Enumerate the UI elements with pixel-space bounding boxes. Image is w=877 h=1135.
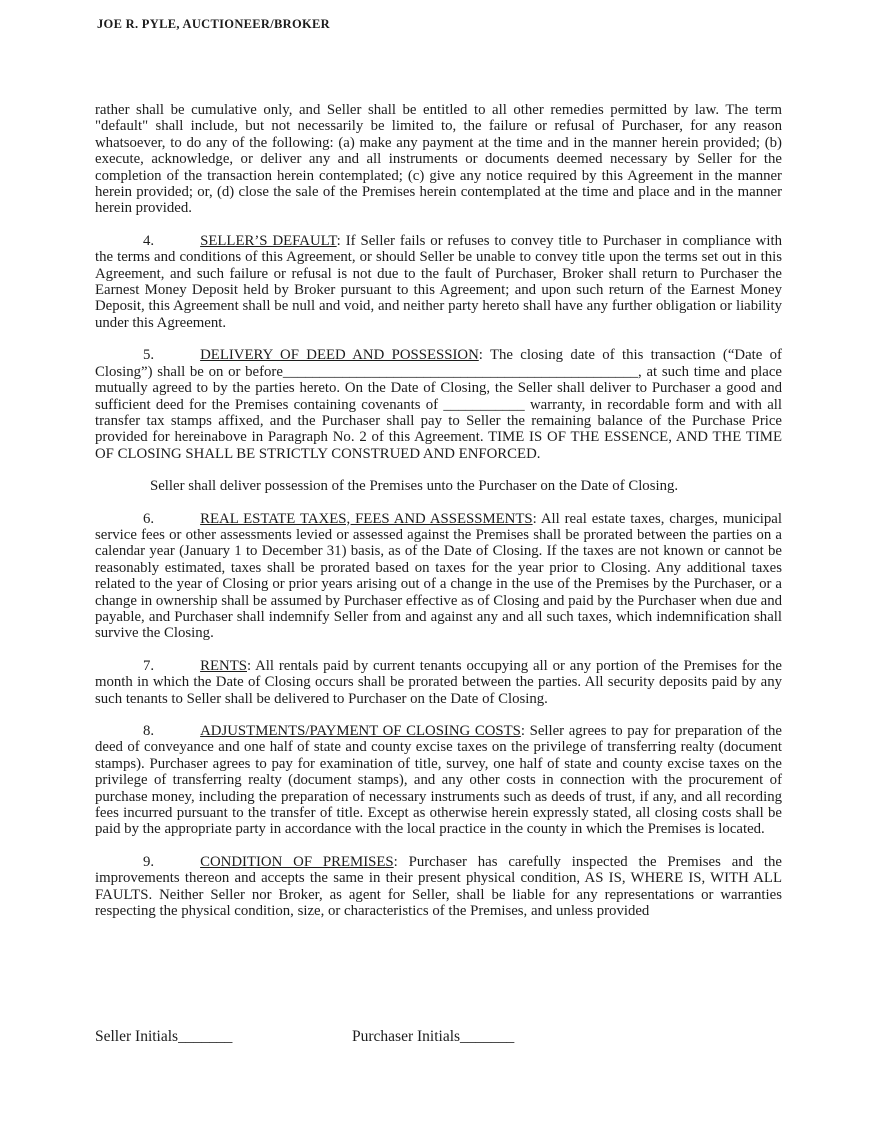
seller-initials-label: Seller Initials — [95, 1028, 179, 1045]
paragraph-heading: ADJUSTMENTS/PAYMENT OF CLOSING COSTS — [200, 723, 521, 739]
paragraph-body: : All rentals paid by current tenants occupying all or any portion of the Premises for the month in which the Date of Closing occurs shall be prorated between the parties. All security deposits paid by any such tenants to Seller shall be delivered to Purchaser on the Date of Closing. — [95, 657, 782, 707]
paragraph-heading: REAL ESTATE TAXES, FEES AND ASSESSMENTS — [200, 510, 533, 527]
purchaser-initials-label: Purchaser Initials — [352, 1028, 461, 1045]
paragraph-7-rents — [95, 658, 782, 707]
paragraph-number: 6. — [143, 510, 155, 527]
paragraph-heading: SELLER’S DEFAULT — [200, 232, 337, 249]
intro-paragraph — [95, 102, 782, 217]
paragraph-heading: DELIVERY OF DEED AND POSSESSION — [200, 347, 479, 364]
document-body — [95, 102, 782, 935]
paragraph-body: : Seller agrees to pay for preparation of the deed of conveyance and one half of state and county excise taxes on the privilege of transferring realty (document stamps). Purchaser agrees to pay for examination of title, survey, one half of state and county excise taxes on the privilege of transferring realty (document stamps), and any other costs in connection with the procurement of purchase money, including the preparation of necessary instruments such as deeds of trust, if any, and all recording fees incurred pursuant to the transfer of title. Except as otherwise herein expressly stated, all closing costs shall be paid by the appropriate party in accordance with the local practice in the county in which the Premises is located. — [95, 723, 782, 838]
paragraph-number: 4. — [143, 232, 155, 249]
paragraph-number: 5. — [143, 347, 155, 364]
paragraph-6-real-estate-taxes — [95, 511, 782, 642]
document-header: JOE R. PYLE, AUCTIONEER/BROKER — [97, 17, 330, 31]
purchaser-initials — [352, 1028, 514, 1046]
paragraph-9-condition-of-premises — [95, 854, 782, 920]
paragraph-heading: RENTS — [200, 657, 247, 674]
paragraph-number: 7. — [143, 657, 155, 674]
paragraph-4-sellers-default — [95, 233, 782, 331]
paragraph-heading: CONDITION OF PREMISES — [200, 853, 394, 870]
paragraph-body: : All real estate taxes, charges, municipal service fees or other assessments levied or assessed against the Premises shall be prorated between the parties on a calendar year (January 1 to December 31) basis, as of the Date of Closing. If the taxes are not known or cannot be reasonably estimated, taxes shall be prorated based on taxes for the year prior to Closing. Any additional taxes related to the year of Closing or prior years arising out of a change in the use of the Premises by the Purchaser, or a change in ownership shall be assumed by Purchaser effective as of Closing and paid by the Purchaser when due and payable, and Purchaser shall indemnify Seller from and against any and all such taxes, which indemnification shall survive the Closing. — [95, 510, 782, 642]
paragraph-number: 8. — [143, 723, 155, 739]
paragraph-body: : Purchaser has carefully inspected the Premises and the improvements thereon and accepts the same in their present physical condition, AS IS, WHERE IS, WITH ALL FAULTS. Neither Seller nor Broker, as agent for Seller, shall be liable for any representations or warranties respecting the physical condition, size, or characteristics of the Premises, and unless provided — [95, 853, 782, 920]
paragraph-8-closing-costs — [95, 723, 782, 838]
possession-paragraph-text: Seller shall deliver possession of the Premises unto the Purchaser on the Date of Closing. — [150, 478, 679, 495]
purchaser-initials-blank-line: _______ — [460, 1028, 515, 1045]
seller-initials — [95, 1028, 232, 1046]
paragraph-number: 9. — [143, 853, 155, 870]
paragraph-body: : The closing date of this transaction (“Date of Closing”) shall be on or before________________________________________________, at such time and place mutually agreed to by the parties hereto. On the Date of Closing, the Seller shall deliver to Purchaser a good and sufficient deed for the Premises containing covenants of ___________ warranty, in recordable form and with all transfer tax stamps affixed, and the Purchaser shall pay to Seller the remaining balance of the Purchase Price provided for hereinabove in Paragraph No. 2 of this Agreement. TIME IS OF THE ESSENCE, AND THE TIME OF CLOSING SHALL BE STRICTLY CONSTRUED AND ENFORCED. — [95, 347, 782, 462]
paragraph-5-delivery-of-deed — [95, 347, 782, 462]
paragraph-body: : If Seller fails or refuses to convey title to Purchaser in compliance with the terms and conditions of this Agreement, or should Seller be unable to convey title upon the terms set out in this Agreement, and such failure or refusal is not due to the fault of Purchaser, Broker shall return to Purchaser the Earnest Money Deposit held by Broker pursuant to this Agreement; and upon such return of the Earnest Money Deposit, this Agreement shall be null and void, and neither party hereto shall have any further obligation or liability under this Agreement. — [95, 232, 782, 331]
seller-initials-blank-line: _______ — [178, 1028, 233, 1045]
intro-paragraph-text: rather shall be cumulative only, and Seller shall be entitled to all other remedies permitted by law. The term "default" shall include, but not necessarily be limited to, the failure or refusal of Purchaser, for any reason whatsoever, to do any of the following: (a) make any payment at the time and in the manner herein provided; (b) execute, acknowledge, or deliver any and all instruments or documents deemed necessary by Seller for the completion of the transaction herein contemplated; (c) give any notice required by this Agreement in the manner herein provided; or, (d) close the sale of the Premises herein contemplated at the time and place and in the manner herein provided. — [95, 102, 782, 217]
possession-paragraph — [95, 478, 782, 494]
